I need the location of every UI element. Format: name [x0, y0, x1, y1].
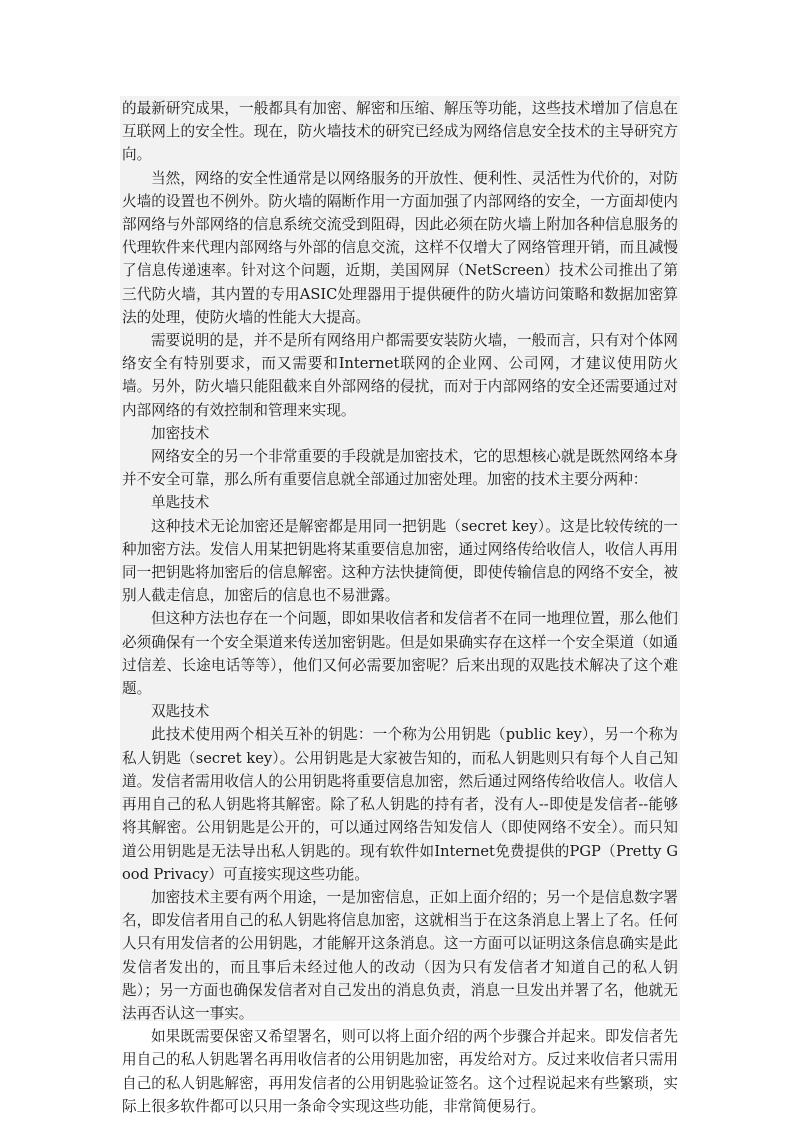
- paragraph: 这种技术无论加密还是解密都是用同一把钥匙（secret key）。这是比较传统的一种加密方法。发信人用某把钥匙将某重要信息加密，通过网络传给收信人，收信人再用同一把钥匙将加密后的信息解密。这种方法快捷简便，即使传输信息的网络不安全，被别人截走信息，加密后的信息也不易泄露。: [122, 517, 678, 605]
- section-heading: 单匙技术: [151, 494, 210, 512]
- paragraph: 加密技术主要有两个用途，一是加密信息，正如上面介绍的；另一个是信息数字署名，即发信者用自己的私人钥匙将信息加密，这就相当于在这条消息上署上了名。任何人只有用发信者的公用钥匙，才能解开这条消息。这一方面可以证明这条信息确实是此发信者发出的，而且事后未经过他人的改动（因为只有发信者才知道自己的私人钥匙）；另一方面也确保发信者对自己发出的消息负责，消息一旦发出并署了名，他就无法再否认这一事实。: [122, 888, 678, 1022]
- paragraph: 当然，网络的安全性通常是以网络服务的开放性、便利性、灵活性为代价的，对防火墙的设置也不例外。防火墙的隔断作用一方面加强了内部网络的安全，一方面却使内部网络与外部网络的信息系统交流受到阻碍，因此必须在防火墙上附加各种信息服务的代理软件来代理内部网络与外部的信息交流，这样不仅增大了网络管理开销，而且减慢了信息传递速率。针对这个问题，近期，美国网屏（NetScreen）技术公司推出了第三代防火墙，其内置的专用ASIC处理器用于提供硬件的防火墙访问策略和数据加密算法的处理，使防火墙的性能大大提高。: [122, 169, 678, 326]
- section-heading: 加密技术: [151, 424, 210, 442]
- document-body: [122, 97, 678, 1118]
- paragraph: 此技术使用两个相关互补的钥匙：一个称为公用钥匙（public key），另一个称为私人钥匙（secret key）。公用钥匙是大家被告知的，而私人钥匙则只有每个人自己知道。发信者需用收信人的公用钥匙将重要信息加密，然后通过网络传给收信人。收信人再用自己的私人钥匙将其解密。除了私人钥匙的持有者，没有人--即使是发信者--能够将其解密。公用钥匙是公开的，可以通过网络告知发信人（即使网络不安全）。而只知道公用钥匙是无法导出私人钥匙的。现有软件如Internet免费提供的PGP（Pretty Good Privacy）可直接实现这些功能。: [122, 726, 678, 883]
- paragraph: 网络安全的另一个非常重要的手段就是加密技术，它的思想核心就是既然网络本身并不安全可靠，那么所有重要信息就全部通过加密处理。加密的技术主要分两种：: [122, 448, 678, 489]
- paragraph: 如果既需要保密又希望署名，则可以将上面介绍的两个步骤合并起来。即发信者先用自己的私人钥匙署名再用收信者的公用钥匙加密，再发给对方。反过来收信者只需用自己的私人钥匙解密，再用发信者的公用钥匙验证签名。这个过程说起来有些繁琐，实际上很多软件都可以只用一条命令实现这些功能，非常简便易行。: [122, 1028, 678, 1115]
- paragraph: 需要说明的是，并不是所有网络用户都需要安装防火墙，一般而言，只有对个体网络安全有特别要求，而又需要和Internet联网的企业网、公司网，才建议使用防火墙。另外，防火墙只能阻截来自外部网络的侵扰，而对于内部网络的安全还需要通过对内部网络的有效控制和管理来实现。: [122, 332, 678, 419]
- paragraph: 但这种方法也存在一个问题，即如果收信者和发信者不在同一地理位置，那么他们必须确保有一个安全渠道来传送加密钥匙。但是如果确实存在这样一个安全渠道（如通过信差、长途电话等等），他们又何必需要加密呢？后来出现的双匙技术解决了这个难题。: [122, 610, 678, 698]
- section-heading: 双匙技术: [151, 703, 210, 721]
- paragraph: 的最新研究成果，一般都具有加密、解密和压缩、解压等功能，这些技术增加了信息在互联网上的安全性。现在，防火墙技术的研究已经成为网络信息安全技术的主导研究方向。: [122, 100, 678, 164]
